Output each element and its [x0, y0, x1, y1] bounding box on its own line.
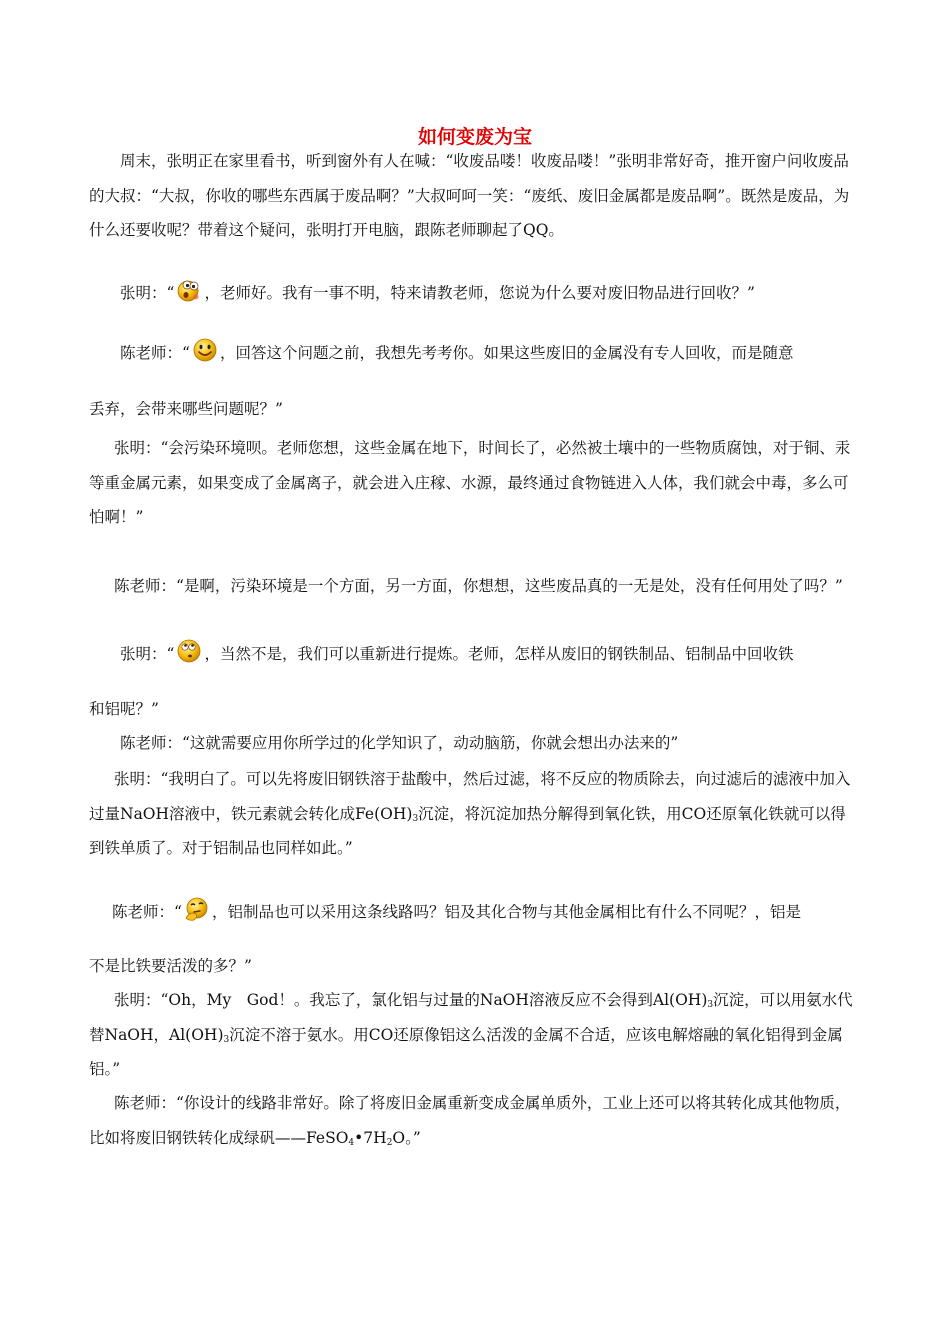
page-title: 如何变废为宝	[417, 126, 532, 148]
dialogue-teacher-2: 陈老师：“是啊，污染环境是一个方面，另一方面，你想想，这些废品真的一无是处，没有任何用处了吗？”	[114, 577, 843, 595]
dialogue-zhangming-5: 张明：“Oh，My God！。我忘了，氯化铝与过量的NaOH溶液反应不会得到$Al(OH)_3$沉淀，可以用氨水代替NaOH，$Al(OH)_3$沉淀不溶于氨水。用CO还原像铝这么活泼的金属不合适，应该电解熔融的氧化铝得到金属铝。”	[89, 991, 853, 1078]
dialogue-teacher-4	[112, 896, 892, 922]
surprised-smiley-icon	[176, 277, 202, 303]
dialogue-teacher-1-continued: 丢弃，会带来哪些问题呢？”	[89, 400, 283, 418]
dialogue-zhangming-1	[120, 277, 900, 303]
thinking-smiley-icon	[184, 896, 210, 922]
smile-smiley-icon	[192, 337, 218, 363]
dialogue-teacher-4-continued: 不是比铁要活泼的多？”	[89, 957, 252, 975]
speaker-label: 张明：“	[120, 645, 175, 663]
intro-paragraph: 周末，张明正在家里看书，听到窗外有人在喊：“收废品喽！收废品喽！”张明非常好奇，推开窗户问收废品的大叔：“大叔，你收的哪些东西属于废品啊？”大叔呵呵一笑：“废纸、废旧金属都是废品啊”。既然是废品，为什么还要收呢？带着这个疑问，张明打开电脑，跟陈老师聊起了QQ。	[89, 152, 850, 239]
dialogue-teacher-3: 陈老师：“这就需要应用你所学过的化学知识了，动动脑筋，你就会想出办法来的”	[120, 734, 679, 752]
dialogue-zhangming-3	[120, 638, 900, 664]
dialogue-zhangming-2: 张明：“会污染环境呗。老师您想，这些金属在地下，时间长了，必然被土壤中的一些物质腐蚀，对于铜、汞等重金属元素，如果变成了金属离子，就会进入庄稼、水源，最终通过食物链进入人体，我们就会中毒，多么可怕啊！”	[89, 439, 851, 526]
dialogue-text: ，当然不是，我们可以重新进行提炼。老师，怎样从废旧的钢铁制品、铝制品中回收铁	[204, 645, 794, 663]
speaker-label: 陈老师：“	[112, 903, 182, 921]
dialogue-text: ，老师好。我有一事不明，特来请教老师，您说为什么要对废旧物品进行回收？”	[204, 284, 755, 302]
dialogue-zhangming-3-continued: 和铝呢？”	[89, 700, 159, 718]
speaker-label: 张明：“	[120, 284, 175, 302]
speaker-label: 陈老师：“	[120, 344, 190, 362]
dialogue-zhangming-4: 张明：“我明白了。可以先将废旧钢铁溶于盐酸中，然后过滤，将不反应的物质除去，向过滤后的滤液中加入过量NaOH溶液中，铁元素就会转化成$Fe(OH)_3$沉淀，将沉淀加热分解得到氧化铁，用CO还原氧化铁就可以得到铁单质了。对于铝制品也同样如此。”	[89, 770, 851, 857]
dialogue-text: ，回答这个问题之前，我想先考考你。如果这些废旧的金属没有专人回收，而是随意	[219, 344, 794, 362]
rolling-eyes-smiley-icon	[176, 638, 202, 664]
dialogue-teacher-1	[120, 337, 900, 363]
dialogue-teacher-5: 陈老师：“你设计的线路非常好。除了将废旧金属重新变成金属单质外，工业上还可以将其转化成其他物质，比如将废旧钢铁转化成绿矾$——FeSO_4•7H_2O$。”	[89, 1094, 851, 1148]
dialogue-text: ，铝制品也可以采用这条线路吗？铝及其化合物与其他金属相比有什么不同呢？，铝是	[211, 903, 801, 921]
